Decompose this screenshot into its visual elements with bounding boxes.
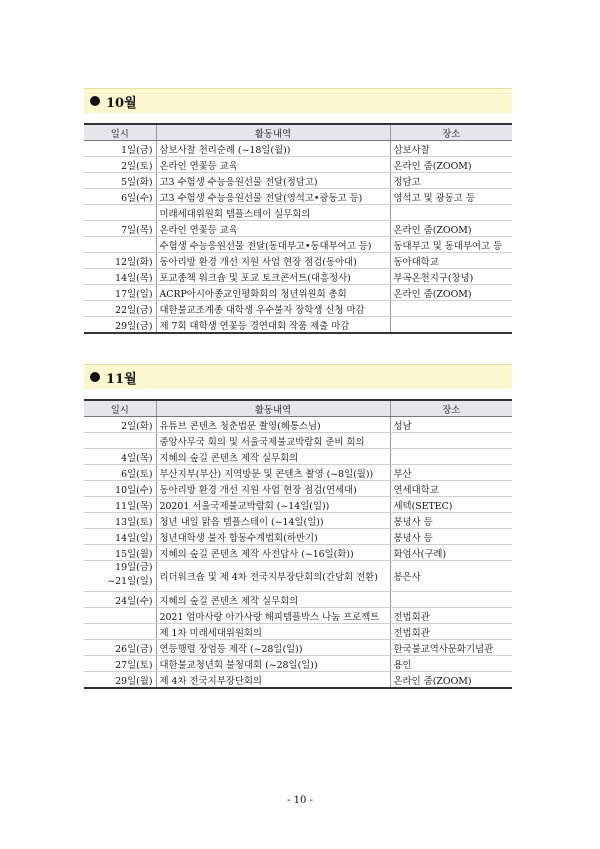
row-place (390, 433, 512, 449)
table-header-row (84, 400, 512, 417)
row-place: 봉녕사 등 (390, 513, 512, 529)
row-date-text: 26일(금) (115, 643, 153, 655)
row-place: 봉녕사 등 (390, 529, 512, 545)
row-activity: 리더워크숍 및 제 4차 전국지부장단회의(간담회 전환) (156, 561, 390, 592)
row-date-text: 14일(목) (115, 272, 153, 284)
row-date (84, 449, 156, 465)
row-activity: 동아리방 환경 개선 지원 사업 현장 점검(동아대) (156, 253, 390, 269)
row-activity: 20201 서울국제불교박람회 (~14일(일)) (156, 497, 390, 513)
row-activity: 대한불교청년회 불청대회 (~28일(일)) (156, 656, 390, 672)
row-activity: 미래세대위원회 템플스테이 실무회의 (156, 205, 390, 221)
header-activity: 활동내역 (156, 400, 390, 417)
row-place: 화엄사(구례) (390, 545, 512, 561)
row-place: 부곡온천지구(창녕) (390, 269, 512, 285)
row-date (84, 640, 156, 656)
row-date-text: 19일(금) (115, 562, 153, 573)
bullet-icon (90, 96, 100, 106)
row-date-text: 10일(수) (115, 484, 153, 496)
row-date (84, 269, 156, 285)
row-activity: 2021 엄마사랑 아가사랑 해피템플박스 나눔 프로젝트 (156, 608, 390, 624)
table-row (84, 285, 512, 301)
row-activity: 청년대학생 불자 합동수계법회(하반기) (156, 529, 390, 545)
row-date-text: 24일(수) (115, 595, 153, 607)
october-heading (84, 88, 512, 113)
row-place (390, 449, 512, 465)
row-place: 온라인 줌(ZOOM) (390, 221, 512, 237)
row-place: 동아대학교 (390, 253, 512, 269)
row-date-text: 6일(수) (121, 192, 153, 204)
row-date (84, 561, 156, 592)
header-place: 장소 (390, 400, 512, 417)
row-date (84, 624, 156, 640)
row-activity: 대한불교조계종 대학생 우수불자 장학생 신청 마감 (156, 301, 390, 317)
table-row (84, 513, 512, 529)
row-date-text: 29일(월) (115, 675, 153, 687)
row-date (84, 205, 156, 221)
table-row (84, 157, 512, 173)
row-place: 연세대학교 (390, 481, 512, 497)
header-date: 일시 (84, 124, 156, 141)
header-activity: 활동내역 (156, 124, 390, 141)
table-row (84, 301, 512, 317)
october-rows (84, 141, 512, 334)
row-activity: 제 1차 미래세대위원회의 (156, 624, 390, 640)
row-place: 삼보사찰 (390, 141, 512, 157)
row-place: 성남 (390, 417, 512, 433)
row-activity: 지혜의 숲길 콘텐츠 제작 실무회의 (156, 592, 390, 608)
table-row (84, 237, 512, 253)
table-row (84, 141, 512, 157)
row-place: 부산 (390, 465, 512, 481)
row-date-text: 11일(목) (115, 500, 153, 512)
row-place: 온라인 줌(ZOOM) (390, 672, 512, 689)
november-title: 11월 (106, 371, 137, 387)
table-row (84, 656, 512, 672)
row-date (84, 592, 156, 608)
row-place: 온라인 줌(ZOOM) (390, 157, 512, 173)
table-row (84, 481, 512, 497)
table-row (84, 221, 512, 237)
row-activity: 온라인 연꽃등 교육 (156, 221, 390, 237)
row-activity: 온라인 연꽃등 교육 (156, 157, 390, 173)
row-place: 봉은사 (390, 561, 512, 592)
row-activity: 제 4차 전국지부장단회의 (156, 672, 390, 689)
row-activity: 동아리방 환경 개선 지원 사업 현장 점검(연세대) (156, 481, 390, 497)
row-date (84, 189, 156, 205)
row-activity: 수험생 수능응원선물 전달(동대부고•동대부여고 등) (156, 237, 390, 253)
row-date (84, 301, 156, 317)
november-table (84, 399, 512, 689)
table-row (84, 561, 512, 592)
row-place: 용인 (390, 656, 512, 672)
row-date-text: 1일(금) (121, 144, 153, 156)
row-place: 동대부고 및 동대부여고 등 (390, 237, 512, 253)
header-place: 장소 (390, 124, 512, 141)
page-number: - 10 - (287, 795, 313, 806)
row-activity: 연등행렬 장엄등 제작 (~28일(일)) (156, 640, 390, 656)
row-date (84, 317, 156, 334)
row-date (84, 285, 156, 301)
row-date-text: 12일(화) (115, 256, 153, 268)
row-activity: 지혜의 숲길 콘텐츠 제작 실무회의 (156, 449, 390, 465)
row-date-text: 6일(토) (121, 468, 153, 480)
row-activity: 중앙사무국 회의 및 서울국제불교박람회 준비 회의 (156, 433, 390, 449)
table-row (84, 433, 512, 449)
row-activity: 고3 수험생 수능응원선물 전달(정담고) (156, 173, 390, 189)
row-date-text: 22일(금) (115, 304, 153, 316)
row-activity: 삼보사찰 천리순례 (~18일(월)) (156, 141, 390, 157)
table-row (84, 497, 512, 513)
row-date (84, 157, 156, 173)
row-date (84, 433, 156, 449)
table-row (84, 624, 512, 640)
table-row (84, 529, 512, 545)
table-row (84, 317, 512, 334)
row-place: 영석고 및 광동고 등 (390, 189, 512, 205)
row-date-text: 7일(목) (121, 224, 153, 236)
row-activity: 부산지부(부산) 지역방문 및 콘텐츠 촬영 (~8일(월)) (156, 465, 390, 481)
row-date-text: 2일(화) (121, 420, 153, 432)
row-date-text: 13일(토) (115, 516, 153, 528)
october-table (84, 123, 512, 334)
row-activity: 포교종책 워크숍 및 포교 토크콘서트(대흥정사) (156, 269, 390, 285)
row-date (84, 221, 156, 237)
row-date (84, 173, 156, 189)
row-date (84, 141, 156, 157)
row-date (84, 465, 156, 481)
row-place: 전법회관 (390, 608, 512, 624)
row-date-text: 5일(화) (121, 176, 153, 188)
row-date-end-text: ~21일(일) (107, 576, 153, 587)
row-activity: 유튜브 콘텐츠 청춘법문 촬영(혜통스님) (156, 417, 390, 433)
row-date-text: 29일(금) (115, 320, 153, 332)
row-place: 세텍(SETEC) (390, 497, 512, 513)
row-date-text: 17일(일) (115, 288, 153, 300)
row-date-text: 4일(목) (121, 452, 153, 464)
row-activity: 제 7회 대학생 연꽃등 경연대회 작품 제출 마감 (156, 317, 390, 334)
table-row (84, 545, 512, 561)
row-date-text: 27일(토) (115, 659, 153, 671)
row-place: 한국불교역사문화기념관 (390, 640, 512, 656)
row-place: 정담고 (390, 173, 512, 189)
header-date: 일시 (84, 400, 156, 417)
row-date (84, 672, 156, 689)
table-row (84, 640, 512, 656)
table-row (84, 269, 512, 285)
row-activity: 고3 수험생 수능응원선물 전달(영석고•광동고 등) (156, 189, 390, 205)
november-rows (84, 417, 512, 689)
table-row (84, 173, 512, 189)
row-place: 전법회관 (390, 624, 512, 640)
row-activity: 지혜의 숲길 콘텐츠 제작 사전답사 (~16일(화)) (156, 545, 390, 561)
row-place (390, 205, 512, 221)
november-heading (84, 364, 512, 389)
row-date (84, 656, 156, 672)
row-place (390, 317, 512, 334)
row-date-text: 2일(토) (121, 160, 153, 172)
table-row (84, 465, 512, 481)
table-row (84, 592, 512, 608)
row-date (84, 497, 156, 513)
bullet-icon (90, 372, 100, 382)
row-date (84, 513, 156, 529)
table-row (84, 189, 512, 205)
row-date (84, 529, 156, 545)
table-row (84, 672, 512, 689)
row-place: 온라인 줌(ZOOM) (390, 285, 512, 301)
row-date-text: 15일(월) (115, 548, 153, 560)
row-date (84, 417, 156, 433)
row-date (84, 253, 156, 269)
november-section (84, 364, 512, 689)
october-title: 10월 (106, 95, 137, 111)
row-activity: 청년 내일 맑음 템플스테이 (~14일(일)) (156, 513, 390, 529)
row-place (390, 592, 512, 608)
row-date (84, 481, 156, 497)
table-row (84, 449, 512, 465)
table-header-row (84, 124, 512, 141)
table-row (84, 253, 512, 269)
row-date (84, 608, 156, 624)
row-place (390, 301, 512, 317)
table-row (84, 205, 512, 221)
table-row (84, 608, 512, 624)
row-date-text: 14일(일) (115, 532, 153, 544)
row-activity: ACRP아시아종교인평화회의 청년위원회 총회 (156, 285, 390, 301)
october-section (84, 88, 512, 334)
row-date (84, 545, 156, 561)
row-date (84, 237, 156, 253)
table-row (84, 417, 512, 433)
